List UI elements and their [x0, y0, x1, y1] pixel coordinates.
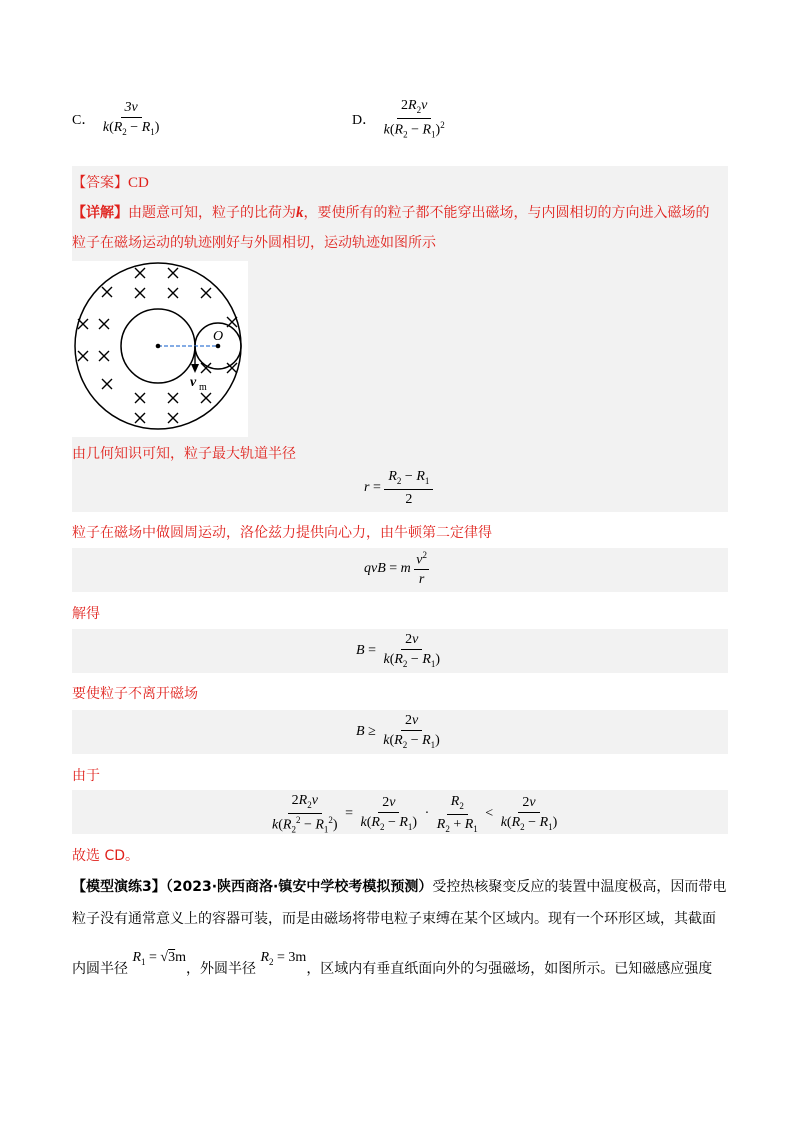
answer-bracket: 【答案】	[72, 175, 128, 191]
next-problem-line-2: 粒子没有通常意义上的容器可装，而是由磁场将带电粒子束缚在某个区域内。现有一个环形区域，其截面	[72, 911, 716, 927]
detail-bracket: 【详解】	[72, 205, 128, 221]
orbit-center-dot	[216, 344, 221, 349]
step-geometry: 由几何知识可知，粒子最大轨道半径	[72, 446, 296, 462]
formula-r2: $R_2 = 3m$	[260, 950, 307, 967]
center-dot	[156, 344, 161, 349]
velocity-arrowhead	[191, 364, 199, 373]
trajectory-figure	[72, 261, 248, 437]
next-problem-text-1: 受控热核聚变反应的装置中温度极高，因而带电	[432, 879, 727, 895]
answer-line	[72, 172, 149, 192]
label-O: O	[213, 329, 224, 344]
step-lorentz: 粒子在磁场中做圆周运动，洛伦兹力提供向心力，由牛顿第二定律得	[72, 525, 492, 541]
option-d-formula: $\frac{2R_2v}{k(R_2 - R_1)^2}$	[383, 98, 445, 140]
step-since: 由于	[72, 768, 100, 784]
formula-r: r = $\frac{R_2 - R_1}{2}$	[364, 469, 433, 507]
next-problem-line-1	[72, 876, 726, 896]
option-c[interactable]	[72, 100, 163, 138]
step-condition: 要使粒子不离开磁场	[72, 686, 198, 702]
formula-r1: $R_1 = √3m$	[132, 950, 186, 967]
next-problem-line-3	[72, 950, 713, 979]
label-m: m	[199, 382, 207, 393]
formula-inequality: $\frac{2R_2v}{k(R_2^2 - R_1^2)}$ = $\frac{2v}{k(R_2 - R_1)}$ · $\frac{R_2}{R_2 + R_1}$ < $\frac{2v}{k(R_2 - R_1)}$	[272, 793, 558, 835]
trajectory-diagram	[72, 261, 248, 437]
formula-qvb: qvB = m $\frac{v^2}{r}$	[364, 550, 428, 588]
detail-text-1: 由题意可知，粒子的比荷为	[128, 205, 296, 221]
next-problem-text-3a: 内圆半径	[72, 961, 128, 977]
step-conclusion: 故选 CD。	[72, 848, 140, 864]
next-problem-text-3b: ，外圆半径	[186, 961, 256, 977]
option-c-label: C．	[72, 113, 96, 129]
detail-line-1	[72, 202, 732, 222]
formula-b-ge: B ≥ $\frac{2v}{k(R_2 - R_1)}$	[356, 713, 440, 751]
detail-line-2: 粒子在磁场运动的轨迹刚好与外圆相切，运动轨迹如图所示	[72, 235, 436, 251]
option-c-formula: $\frac{3v}{k(R_2 - R_1)}$	[102, 100, 160, 138]
answer-value: CD	[128, 175, 149, 191]
detail-text-2: ，要使所有的粒子都不能穿出磁场，与内圆相切的方向进入磁场的	[303, 205, 710, 221]
label-v: v	[190, 375, 197, 390]
option-d[interactable]	[352, 98, 449, 140]
option-d-label: D．	[352, 113, 377, 129]
detail-k: k	[296, 205, 304, 221]
step-solve: 解得	[72, 606, 100, 622]
next-problem-title: 【模型演练3】（2023·陕西商洛·镇安中学校考模拟预测）	[72, 879, 433, 895]
next-problem-text-3c: ，区域内有垂直纸面向外的匀强磁场，如图所示。已知磁感应强度	[306, 961, 713, 977]
formula-b: B = $\frac{2v}{k(R_2 - R_1)}$	[356, 632, 441, 670]
